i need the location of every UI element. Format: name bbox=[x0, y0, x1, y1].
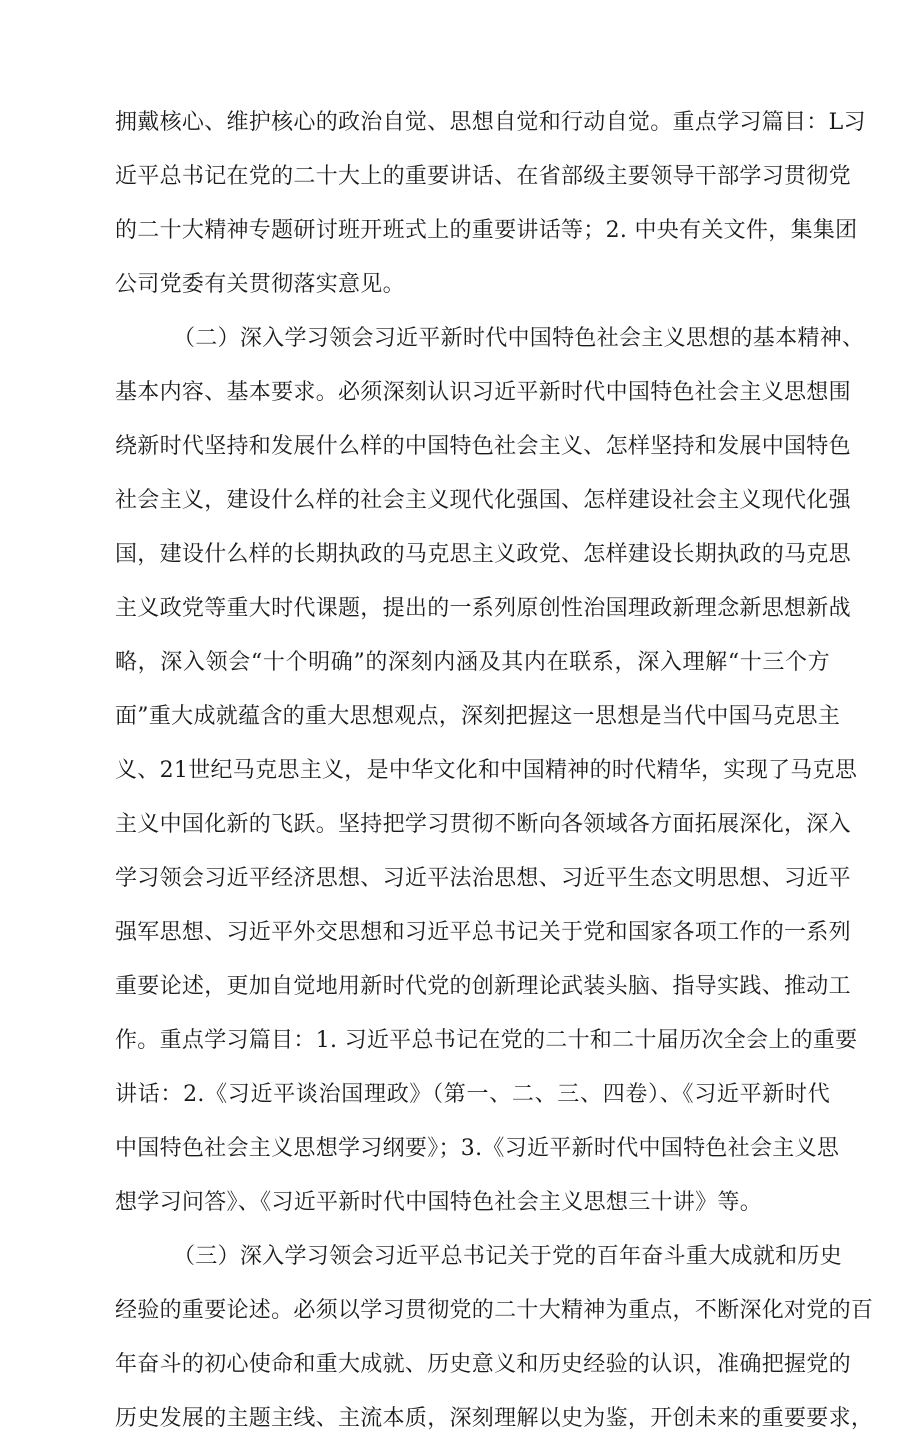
text-line: 主义政党等重大时代课题，提出的一系列原创性治国理政新理念新思想新战 bbox=[115, 596, 851, 621]
text-line: 学习领会习近平经济思想、习近平法治思想、习近平生态文明思想、习近平 bbox=[115, 866, 851, 891]
text-line: 绕新时代坚持和发展什么样的中国特色社会主义、怎样坚持和发展中国特色 bbox=[115, 434, 851, 459]
section-heading-line: （二）深入学习领会习近平新时代中国特色社会主义思想的基本精神、 bbox=[173, 326, 865, 351]
text-line: 国，建设什么样的长期执政的马克思主义政党、怎样建设长期执政的马克思 bbox=[115, 542, 851, 567]
text-line: 讲话：2.《习近平谈治国理政》（第一、二、三、四卷）、《习近平新时代 bbox=[115, 1082, 830, 1107]
section-heading-line: （三）深入学习领会习近平总书记关于党的百年奋斗重大成就和历史 bbox=[173, 1244, 843, 1269]
text-line: 年奋斗的初心使命和重大成就、历史意义和历史经验的认识，准确把握党的 bbox=[115, 1352, 851, 1377]
text-line: 作。重点学习篇目：1. 习近平总书记在党的二十和二十届历次全会上的重要 bbox=[115, 1028, 858, 1053]
text-line: 社会主义，建设什么样的社会主义现代化强国、怎样建设社会主义现代化强 bbox=[115, 488, 851, 513]
text-line: 强军思想、习近平外交思想和习近平总书记关于党和国家各项工作的一系列 bbox=[115, 920, 851, 945]
text-line: 基本内容、基本要求。必须深刻认识习近平新时代中国特色社会主义思想围 bbox=[115, 380, 851, 405]
text-line: 经验的重要论述。必须以学习贯彻党的二十大精神为重点，不断深化对党的百 bbox=[115, 1298, 874, 1323]
paragraph-section-three bbox=[115, 1230, 874, 1446]
text-line: 想学习问答》、《习近平新时代中国特色社会主义思想三十讲》等。 bbox=[115, 1190, 763, 1215]
text-line: 义、21世纪马克思主义，是中华文化和中国精神的时代精华，实现了马克思 bbox=[115, 758, 858, 783]
text-line: 主义中国化新的飞跃。坚持把学习贯彻不断向各领域各方面拓展深化，深入 bbox=[115, 812, 851, 837]
text-line: 重要论述，更加自觉地用新时代党的创新理论武装头脑、指导实践、推动工 bbox=[115, 974, 851, 999]
text-line: 的二十大精神专题研讨班开班式上的重要讲话等；2. 中央有关文件，集集团 bbox=[115, 218, 858, 243]
text-line: 面”重大成就蕴含的重大思想观点，深刻把握这一思想是当代中国马克思主 bbox=[115, 704, 841, 729]
text-line: 中国特色社会主义思想学习纲要》；3.《习近平新时代中国特色社会主义思 bbox=[115, 1136, 840, 1161]
text-line: 历史发展的主题主线、主流本质，深刻理解以史为鉴，开创未来的重要要求， bbox=[115, 1406, 874, 1431]
document-body bbox=[115, 96, 874, 1446]
text-line: 近平总书记在党的二十大上的重要讲话、在省部级主要领导干部学习贯彻党 bbox=[115, 164, 851, 189]
text-line: 拥戴核心、维护核心的政治自觉、思想自觉和行动自觉。重点学习篇目：L习 bbox=[115, 110, 866, 135]
paragraph-section-two bbox=[115, 312, 865, 1230]
paragraph-continuation bbox=[115, 96, 866, 312]
text-line: 略，深入领会“十个明确”的深刻内涵及其内在联系，深入理解“十三个方 bbox=[115, 650, 830, 675]
text-line: 公司党委有关贯彻落实意见。 bbox=[115, 272, 405, 297]
